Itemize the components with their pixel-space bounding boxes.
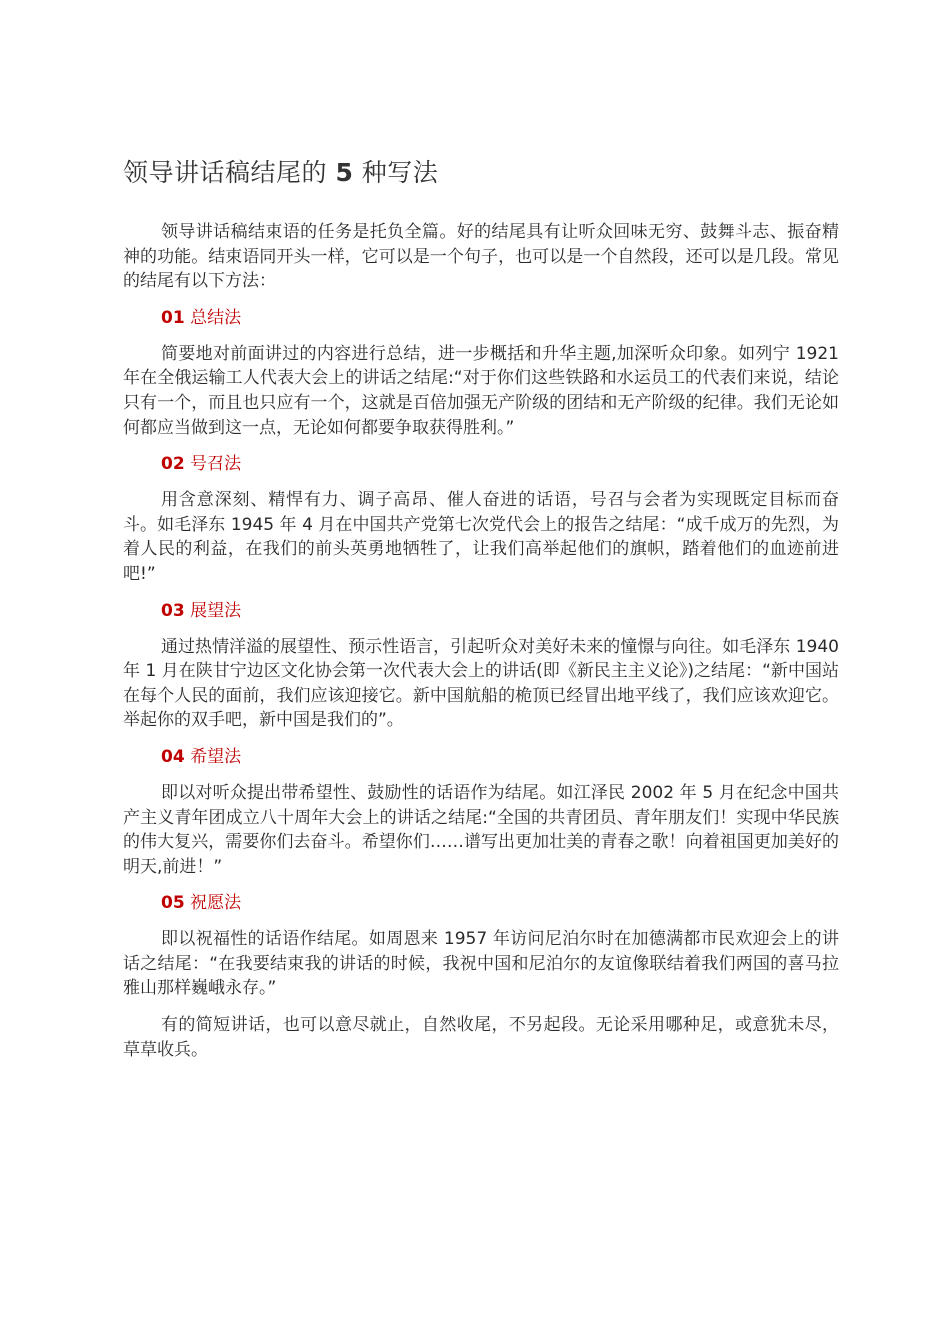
section-name: 总结法 xyxy=(184,307,242,328)
section-body-5: 即以祝福性的话语作结尾。如周恩来 1957 年访问尼泊尔时在加德满都市民欢迎会上的讲话之结尾：“在我要结束我的讲话的时候，我祝中国和尼泊尔的友谊像联结着我们两国的喜马拉雅山那样巍峨永存。” xyxy=(123,929,839,999)
section-name: 展望法 xyxy=(184,600,242,621)
section-body-3: 通过热情洋溢的展望性、预示性语言，引起听众对美好未来的憧憬与向往。如毛泽东 1940 年 1 月在陕甘宁边区文化协会第一次代表大会上的讲话(即《新民主主义论》)之结尾：“新中国站在每个人民的面前，我们应该迎接它。新中国航船的桅顶已经冒出地平线了，我们应该欢迎它。举起你的双手吧，新中国是我们的”。 xyxy=(123,636,839,731)
section-body-4: 即以对听众提出带希望性、鼓励性的话语作为结尾。如江泽民 2002 年 5 月在纪念中国共产主义青年团成立八十周年大会上的讲话之结尾:“全国的共青团员、青年朋友们！实现中华民族的伟大复兴，需要你们去奋斗。希望你们……谱写出更加壮美的青春之歌！向着祖国更加美好的明天,前进！” xyxy=(123,782,839,877)
closing-paragraph: 有的简短讲话，也可以意尽就止，自然收尾，不另起段。无论采用哪种足，或意犹未尽，草草收兵。 xyxy=(123,1015,839,1060)
section-number: 03 xyxy=(161,600,185,621)
section-name: 祝愿法 xyxy=(184,893,242,914)
section-heading-2 xyxy=(161,452,839,476)
section-name: 希望法 xyxy=(184,746,242,767)
page-title xyxy=(123,148,839,198)
section-number: 04 xyxy=(161,746,185,767)
title-number: 5 xyxy=(335,158,354,187)
section-heading-5 xyxy=(161,891,839,915)
section-body-1: 简要地对前面讲过的内容进行总结，进一步概括和升华主题,加深听众印象。如列宁 1921 年在全俄运输工人代表大会上的讲话之结尾:“对于你们这些铁路和水运员工的代表们来说，结论只有一个，而且也只应有一个，这就是百倍加强无产阶级的团结和无产阶级的纪律。我们无论如何都应当做到这一点，无论如何都要争取获得胜利。” xyxy=(123,343,839,438)
section-body-2: 用含意深刻、精悍有力、调子高昂、催人奋进的话语，号召与会者为实现既定目标而奋斗。如毛泽东 1945 年 4 月在中国共产党第七次党代会上的报告之结尾：“成千成万的先烈，为着人民的利益，在我们的前头英勇地牺牲了，让我们高举起他们的旗帜，踏着他们的血迹前进吧!” xyxy=(123,490,839,584)
section-number: 01 xyxy=(161,307,185,328)
section-heading-4 xyxy=(161,745,839,769)
section-heading-3 xyxy=(161,599,839,623)
section-name: 号召法 xyxy=(184,454,242,475)
intro-paragraph: 领导讲话稿结束语的任务是托负全篇。好的结尾具有让听众回味无穷、鼓舞斗志、振奋精神的功能。结束语同开头一样，它可以是一个句子，也可以是一个自然段，还可以是几段。常见的结尾有以下方法： xyxy=(123,222,839,292)
section-heading-1 xyxy=(161,306,839,330)
section-number: 02 xyxy=(161,454,185,475)
title-prefix: 领导讲话稿结尾的 xyxy=(123,158,336,187)
document-page xyxy=(123,148,839,1074)
title-suffix: 种写法 xyxy=(353,158,439,187)
section-number: 05 xyxy=(161,893,185,914)
